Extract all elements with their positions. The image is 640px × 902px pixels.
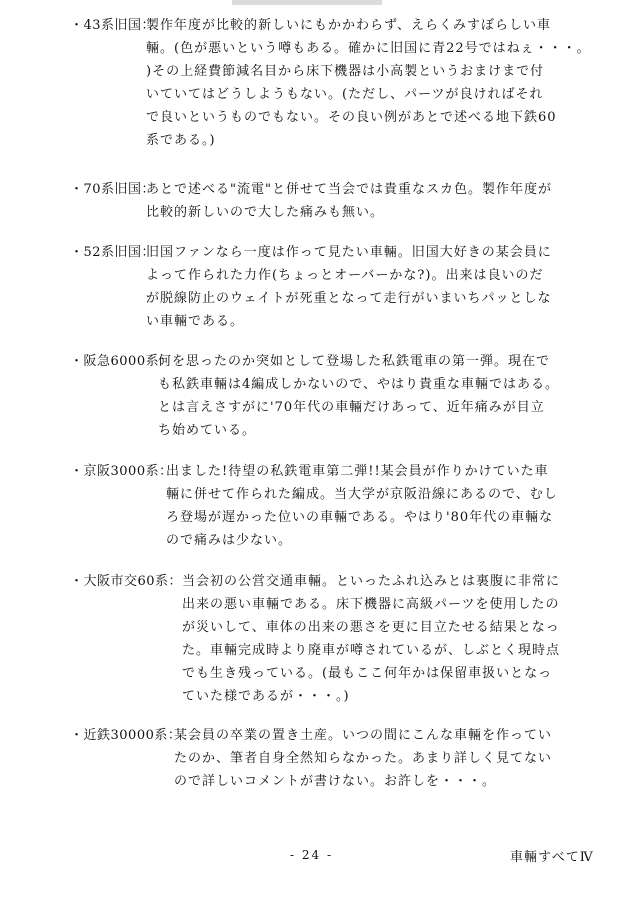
description-line: よって作られた力作(ちょっとオーバーかな?)。出来は良いのだ [146, 268, 544, 283]
description-line: た。車輛完成時より廃車が噂されているが、しぶとく現時点 [182, 643, 561, 658]
entry-description [174, 724, 552, 793]
description-line: 出ました!待望の私鉄電車第二弾!!某会員が作りかけていた車 [166, 464, 549, 479]
description-line: ので痛みは少ない。 [166, 533, 293, 548]
description-line: 某会員の卒業の置き土産。いつの間にこんな車輛を作ってい [174, 728, 553, 743]
description-line: 旧国ファンなら一度は作って見たい車輛。旧国大好きの某会員に [146, 245, 552, 260]
description-line: 輛。(色が悪いという噂もある。確かに旧国に青22号ではねぇ・・・。 [146, 41, 591, 56]
description-line: とは言えさすがに'70年代の車輛だけあって、近年痛みが目立 [158, 400, 545, 415]
description-line: 当会初の公営交通車輛。といったふれ込みとは裏腹に非常に [182, 574, 561, 589]
entry-term: ・近鉄30000系： [70, 728, 182, 743]
entry-description [158, 350, 559, 442]
entry-term: ・大阪市交60系： [70, 574, 183, 589]
description-line: も私鉄車輛は4編成しかないので、やはり貴重な車輛ではある。 [158, 377, 560, 392]
description-line: 系である。) [146, 133, 216, 148]
entry-term: ・阪急6000系： [70, 354, 173, 369]
description-line: 輛に併せて作られた編成。当大学が京阪沿線にあるので、むし [166, 487, 558, 502]
page-number: - 24 - [290, 848, 334, 862]
description-line: いていてはどうしようもない。(ただし、パーツが良ければそれ [146, 87, 544, 102]
entry-term: ・43系旧国： [70, 18, 156, 33]
description-line: あとで述べる"流電"と併せて当会では貴重なスカ色。製作年度が [146, 182, 552, 197]
description-line: 比較的新しいので大した痛みも無い。 [146, 205, 385, 220]
description-line: 製作年度が比較的新しいにもかかわらず、えらくみすぼらしい車 [146, 18, 551, 33]
description-line: い車輛である。 [146, 314, 245, 329]
entry-term: ・70系旧国： [70, 182, 156, 197]
entry-description [166, 460, 558, 552]
description-line: でも生き残っている。(最もここ何年かは保留車扱いとなっ [182, 666, 553, 681]
description-line: )その上経費節減名目から床下機器は小高製というおまけまで付 [146, 64, 545, 79]
description-line: が脱線防止のウェイトが死重となって走行がいまいちパッとしな [146, 291, 552, 306]
description-line: で良いというものでもない。その良い例があとで述べる地下鉄60 [146, 110, 557, 125]
entry-description [182, 570, 560, 708]
entry-description [146, 14, 591, 152]
entry-term: ・京阪3000系： [70, 464, 173, 479]
description-line: が災いして、車体の出来の悪さを更に目立たせる結果となっ [182, 620, 560, 635]
description-line: ていた様であるが・・・。) [182, 689, 350, 704]
entry-term: ・52系旧国： [70, 245, 156, 260]
description-line: 出来の悪い車輛である。床下機器に高級パーツを使用したの [182, 597, 560, 612]
description-line: ので詳しいコメントが書けない。お許しを・・・。 [174, 774, 497, 789]
header-remnant [232, 0, 382, 5]
description-line: ち始めている。 [158, 423, 257, 438]
entry-description [146, 178, 552, 224]
footer-title: 車輛すべてⅣ [510, 850, 594, 865]
description-line: ろ登場が遅かった位いの車輛である。やはり'80年代の車輛な [166, 510, 554, 525]
description-line: たのか、筆者自身全然知らなかった。あまり詳しく見てない [174, 751, 553, 766]
description-line: 何を思ったのか突如として登場した私鉄電車の第一弾。現在で [158, 354, 551, 369]
entry-description [146, 241, 552, 333]
